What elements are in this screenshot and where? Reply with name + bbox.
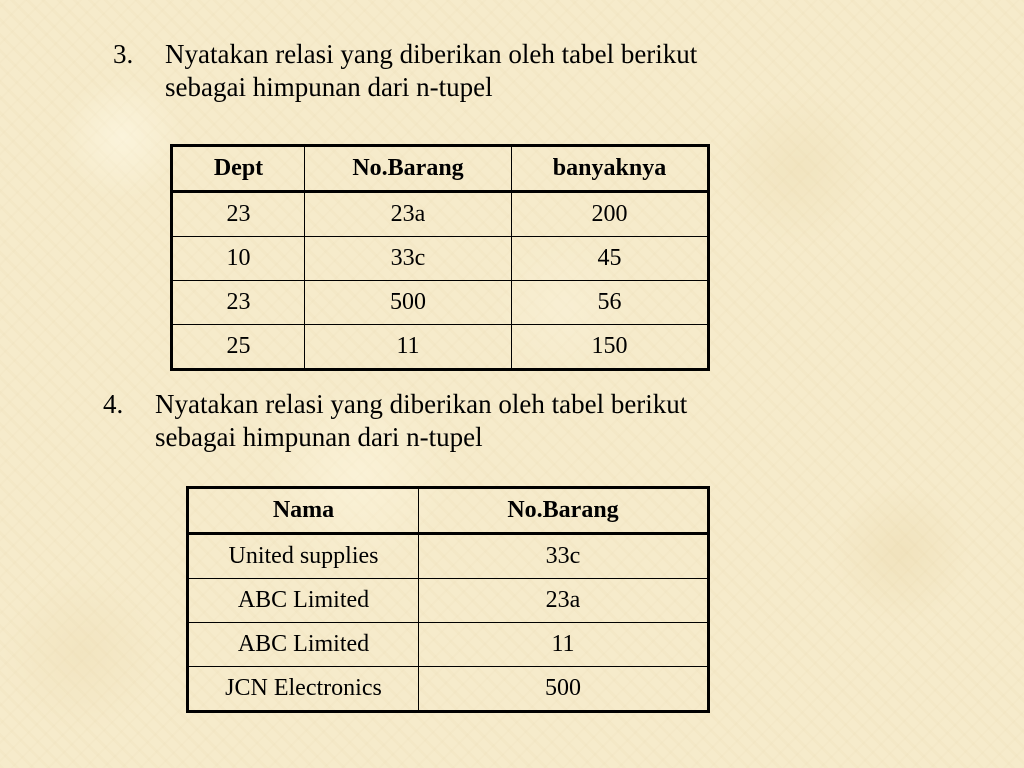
table-cell: 10 — [172, 237, 305, 281]
question-4 — [103, 388, 863, 458]
table-cell: ABC Limited — [188, 623, 419, 667]
question-text-line-1: Nyatakan relasi yang diberikan oleh tabel berikut — [155, 389, 688, 419]
table-row — [188, 667, 709, 712]
question-number: 4. — [103, 389, 124, 419]
question-text-line-2: sebagai himpunan dari n-tupel — [155, 422, 483, 452]
table-row — [188, 623, 709, 667]
table-cell: 23 — [172, 192, 305, 237]
table-row — [172, 237, 709, 281]
table-cell: 23a — [419, 579, 709, 623]
table-row — [172, 281, 709, 325]
table-cell: ABC Limited — [188, 579, 419, 623]
table-cell: 11 — [419, 623, 709, 667]
question-text — [155, 388, 687, 454]
table-cell: 11 — [305, 325, 512, 370]
table-header-row — [172, 146, 709, 192]
table-header-row — [188, 488, 709, 534]
question-3 — [113, 38, 873, 108]
table-cell: JCN Electronics — [188, 667, 419, 712]
question-number: 3. — [113, 39, 134, 69]
table-cell: 45 — [512, 237, 709, 281]
table-cell: 56 — [512, 281, 709, 325]
column-header-nama: Nama — [188, 488, 419, 534]
table-row — [172, 192, 709, 237]
table-cell: 33c — [305, 237, 512, 281]
table-cell: 500 — [419, 667, 709, 712]
relation-table-dept — [170, 144, 710, 371]
question-text-line-2: sebagai himpunan dari n-tupel — [165, 72, 493, 102]
table-cell: 33c — [419, 534, 709, 579]
table-row — [188, 579, 709, 623]
table-cell: United supplies — [188, 534, 419, 579]
table-cell: 23 — [172, 281, 305, 325]
table-cell: 500 — [305, 281, 512, 325]
column-header-no-barang: No.Barang — [305, 146, 512, 192]
table-row — [172, 325, 709, 370]
relation-table-nama — [186, 486, 710, 713]
table-cell: 23a — [305, 192, 512, 237]
table-cell: 200 — [512, 192, 709, 237]
column-header-no-barang: No.Barang — [419, 488, 709, 534]
column-header-dept: Dept — [172, 146, 305, 192]
table-cell: 150 — [512, 325, 709, 370]
column-header-banyaknya: banyaknya — [512, 146, 709, 192]
table-cell: 25 — [172, 325, 305, 370]
table-row — [188, 534, 709, 579]
question-text — [165, 38, 697, 104]
question-text-line-1: Nyatakan relasi yang diberikan oleh tabel berikut — [165, 39, 698, 69]
